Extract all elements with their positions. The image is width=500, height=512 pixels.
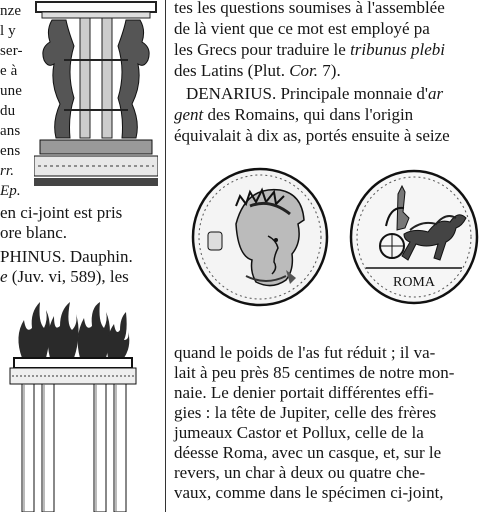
denarius-obverse-coin — [190, 166, 330, 308]
fragment: Ep. — [0, 183, 21, 199]
text-segment: 7). — [318, 61, 341, 80]
text-line — [174, 40, 445, 60]
fragment: ens — [0, 143, 21, 159]
caption-line: ore blanc. — [0, 223, 68, 242]
text-segment: les Grecs pour traduire le — [174, 40, 351, 59]
entry-rest: (Juv. vi, 589), les — [7, 267, 129, 286]
text-line: revers, un char à deux ou quatre che- — [174, 463, 426, 482]
argent-ital: gent — [174, 105, 204, 124]
text-line: déesse Roma, avec un casque, et, sur le — [174, 443, 442, 462]
fragment: ans — [0, 123, 21, 139]
entry-ital: e — [0, 267, 8, 286]
fragment: e à — [0, 63, 18, 79]
griffin-table-illustration — [34, 0, 158, 192]
entry-heading-rest: Dauphin. — [65, 247, 133, 266]
argent-ital: ar — [427, 84, 444, 103]
right-column — [172, 0, 500, 512]
entry-heading — [0, 247, 133, 267]
text-segment: des Romains, qui dans l'origin — [203, 105, 414, 124]
caption-line: en ci-joint est pris — [0, 203, 123, 222]
denarius-entry — [186, 84, 443, 104]
fragment: une — [0, 83, 22, 99]
fire-altar-illustration — [8, 300, 138, 512]
text-line: de là vient que ce mot est employé pa — [174, 19, 430, 38]
coin-inscription: ROMA — [392, 275, 436, 290]
tribunus-text: tribunus plebi — [350, 40, 445, 59]
column-rule — [165, 0, 166, 512]
text-segment: des Latins (Plut. — [174, 61, 290, 80]
text-line: vaux, comme dans le spécimen ci-joint, — [174, 483, 444, 502]
denarius-head: DENARIUS. — [186, 84, 277, 103]
fragment: rr. — [0, 163, 15, 179]
entry-line — [0, 267, 129, 287]
text-line: tes les questions soumises à l'assemblée — [174, 0, 445, 17]
text-line: quand le poids de l'as fut réduit ; il va- — [174, 343, 436, 362]
denarius-reverse-coin — [348, 168, 480, 306]
text-line: équivalait à dix as, portés ensuite à seize — [174, 126, 450, 145]
text-line — [174, 105, 413, 125]
text-line — [174, 61, 341, 81]
text-line: lait à peu près 85 centimes de notre mon- — [174, 363, 455, 382]
fragment: du — [0, 103, 16, 119]
left-column — [0, 0, 160, 512]
text-line: naie. Le denier portait différentes effi- — [174, 383, 434, 402]
fragment: nze — [0, 3, 22, 19]
cor-ital: Cor. — [289, 61, 319, 80]
text-segment: Principale monnaie d' — [276, 84, 428, 103]
text-line: jumeaux Castor et Pollux, celle de la — [174, 423, 424, 442]
fragment: l y — [0, 23, 16, 39]
text-line: gies : la tête de Jupiter, celle des frères — [174, 403, 437, 422]
entry-heading-word: PHINUS. — [0, 247, 66, 266]
fragment: ser- — [0, 43, 23, 59]
